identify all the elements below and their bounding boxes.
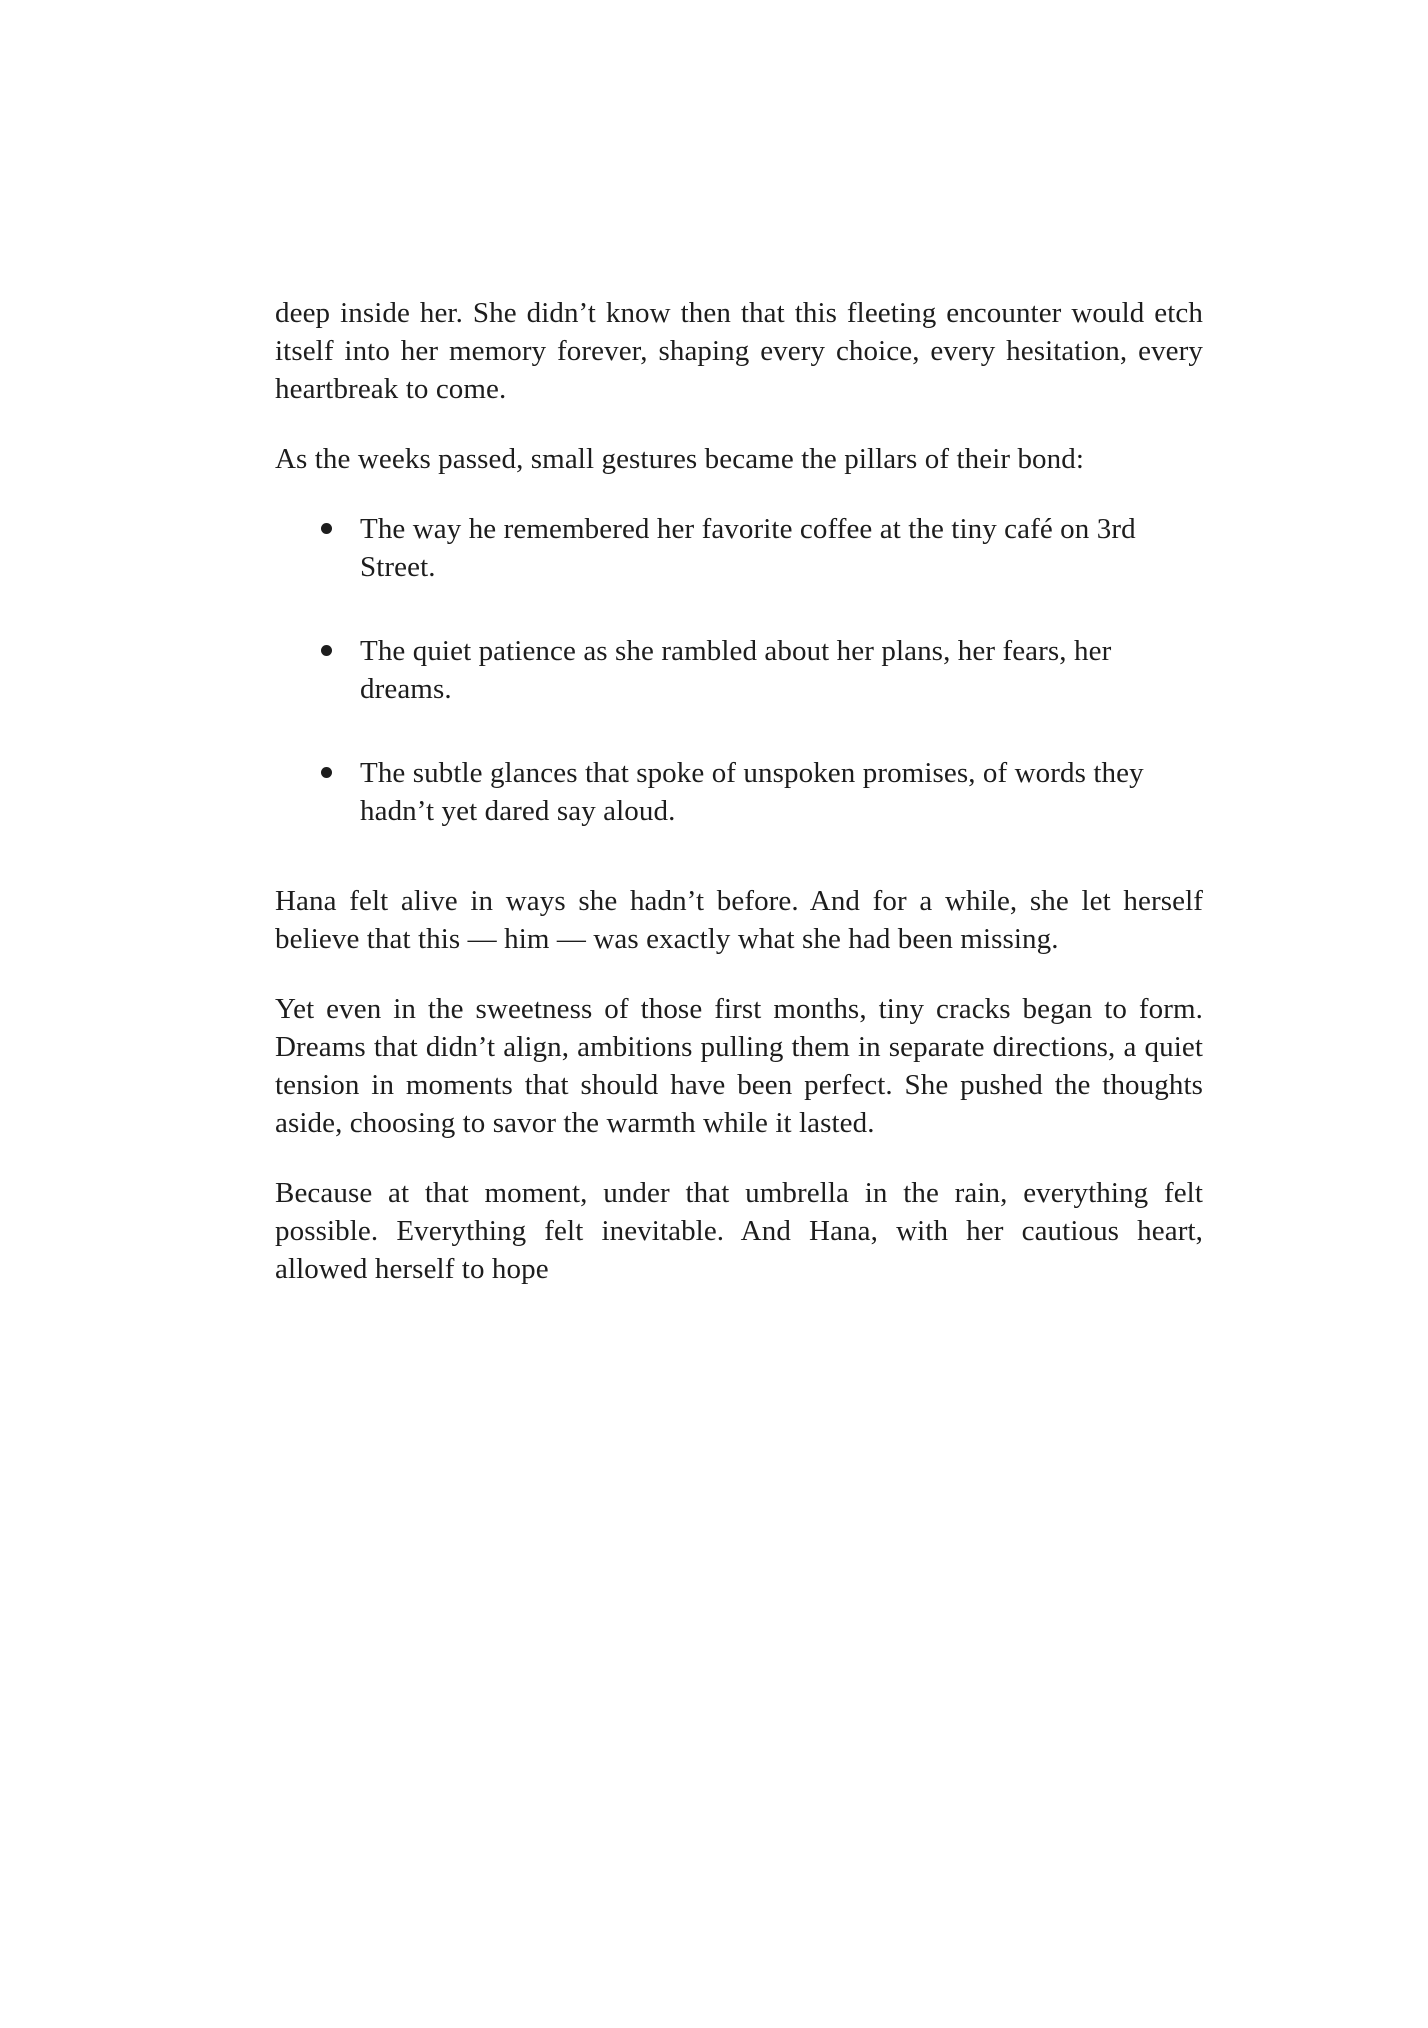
bullet-icon xyxy=(321,767,332,778)
story-text-block xyxy=(275,294,1203,1320)
list-item-text: The quiet patience as she rambled about her plans, her fears, her dreams. xyxy=(360,635,1112,705)
list-item xyxy=(275,632,1203,708)
paragraph-opening: deep inside her. She didn’t know then that this fleeting encounter would etch itself into her memory forever, shaping every choice, every hesitation, every heartbreak to come. xyxy=(275,297,1203,405)
bullet-list xyxy=(275,510,1203,830)
paragraph-cracks: Yet even in the sweetness of those first months, tiny cracks began to form. Dreams that didn’t align, ambitions pulling them in separate directions, a quiet tension in moments that should have been perfect. She pushed the thoughts aside, choosing to savor the warmth while it lasted. xyxy=(275,993,1203,1139)
list-item-text: The subtle glances that spoke of unspoken promises, of words they hadn’t yet dared say aloud. xyxy=(360,757,1144,827)
paragraph-list-intro: As the weeks passed, small gestures became the pillars of their bond: xyxy=(275,443,1085,475)
list-item-text: The way he remembered her favorite coffee at the tiny café on 3rd Street. xyxy=(360,513,1136,583)
paragraph-closing: Because at that moment, under that umbrella in the rain, everything felt possible. Everything felt inevitable. And Hana, with her cautious heart, allowed herself to hope xyxy=(275,1177,1203,1285)
bullet-icon xyxy=(321,645,332,656)
list-item xyxy=(275,754,1203,830)
list-item xyxy=(275,510,1203,586)
bullet-icon xyxy=(321,523,332,534)
paragraph-hana-alive: Hana felt alive in ways she hadn’t before. And for a while, she let herself believe that this — him — was exactly what she had been missing. xyxy=(275,885,1203,955)
